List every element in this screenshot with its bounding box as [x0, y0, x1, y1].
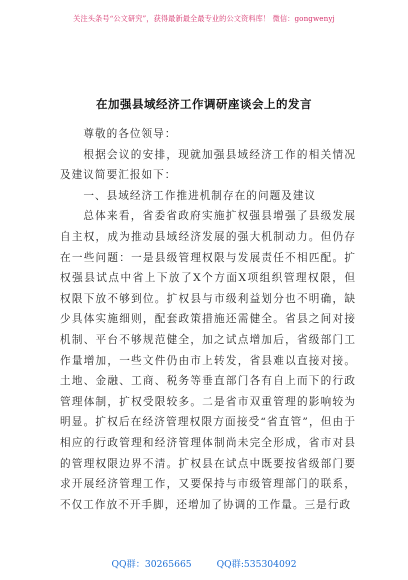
- section-heading: 一、县域经济工作推进机制存在的问题及建议: [83, 189, 317, 202]
- footer-qq-group-1: QQ群：30265665: [111, 559, 192, 570]
- paragraph-main: 总体来看，省委省政府实施扩权强县增强了县级发展自主权，成为推动县域经济发展的强大机制动力。但仍存在一些问题：一是县级管理权限与发展责任不相匹配。扩权强县试点中省上下放了X个方面X项组织管理权限，但权限下放不够到位。扩权县与市级利益划分也不明确，缺少具体实施细则，配套政策措施还需健全。省县之间对接机制、平台不够规范健全，加之试点增加后，省级部门工作量增加，一些文件仍由市上转发，省县难以直接对接。土地、金融、工商、税务等垂直部门各有自上而下的行政管理体制，扩权受限较多。二是省市双重管理的影响较为明显。扩权后在经济管理权限方面接受“省直管”，但由于相应的行政管理和经济管理体制尚未完全形成，省市对县的管理权限边界不清。扩权县在试点中既要按省级部门要求开展经济管理工作，又要保持与市级管理部门的联系，不仅工作放不开手脚，还增加了协调的工作量。三是行政: [60, 210, 356, 511]
- footer-qq-group-2: QQ群:535304092: [216, 559, 297, 570]
- header-banner: 关注头条号“公文研究”，获得最新最全最专业的公文资料库！ 微信：gongwenyj: [73, 14, 335, 23]
- salutation: 尊敬的各位领导：: [83, 128, 177, 140]
- paragraph-intro: 根据会议的安排，现就加强县域经济工作的相关情况及建议简要汇报如下：: [60, 148, 356, 182]
- document-body: [60, 124, 356, 515]
- footer-qq-groups: [0, 556, 408, 570]
- document-title: 在加强县域经济工作调研座谈会上的发言: [96, 97, 312, 111]
